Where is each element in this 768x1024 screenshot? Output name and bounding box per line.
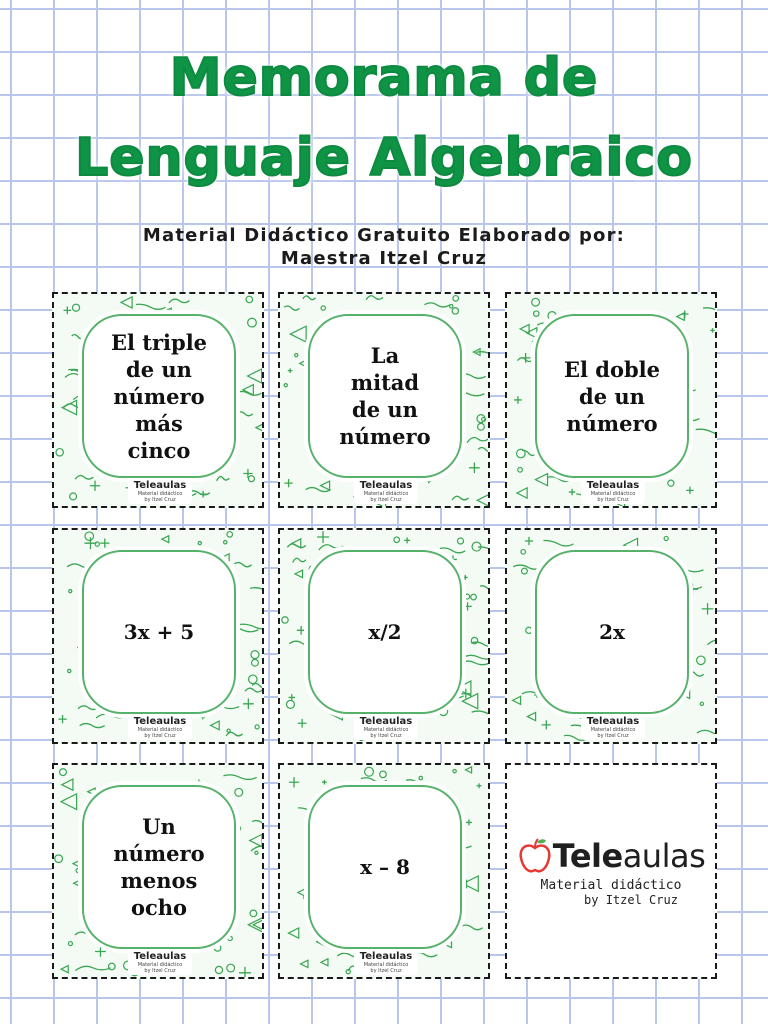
pattern-doodle — [466, 819, 472, 825]
card-logo-brand: Teleaulas — [586, 480, 640, 491]
pattern-doodle — [463, 575, 468, 580]
card-logo — [581, 480, 645, 504]
pattern-doodle — [419, 776, 422, 779]
pattern-doodle — [321, 306, 325, 310]
pattern-doodle — [108, 963, 115, 970]
teleaulas-logo — [517, 836, 706, 876]
pattern-doodle — [478, 448, 488, 452]
card-logo-tagline: Material didáctico — [137, 491, 183, 497]
pattern-doodle — [56, 449, 63, 456]
pattern-doodle — [668, 480, 674, 486]
pattern-doodle — [248, 318, 257, 327]
pattern-doodle — [298, 719, 307, 728]
pattern-doodle — [380, 771, 387, 778]
pattern-doodle — [289, 694, 295, 700]
card-face — [82, 785, 236, 949]
pattern-doodle — [284, 479, 292, 487]
pattern-doodle — [256, 422, 262, 432]
card-logo — [128, 716, 192, 740]
pattern-doodle — [526, 627, 532, 633]
pattern-doodle — [121, 297, 132, 308]
pattern-doodle — [542, 720, 551, 729]
pattern-doodle — [62, 779, 73, 790]
pattern-doodle — [200, 491, 207, 498]
pattern-doodle — [467, 438, 488, 443]
memory-card-4[interactable] — [52, 528, 264, 744]
pattern-doodle — [239, 967, 251, 977]
card-face — [535, 550, 689, 714]
pattern-doodle — [162, 536, 169, 543]
pattern-doodle — [440, 548, 465, 553]
pattern-doodle — [61, 794, 77, 810]
pattern-doodle — [293, 558, 306, 562]
pattern-doodle — [70, 493, 77, 500]
pattern-doodle — [248, 917, 262, 933]
pattern-doodle — [169, 299, 190, 303]
pattern-doodle — [702, 603, 714, 615]
card-logo-byline: by Itzel Cruz — [370, 968, 402, 974]
pattern-doodle — [697, 656, 706, 665]
pattern-doodle — [88, 788, 95, 795]
pattern-doodle — [472, 711, 488, 715]
pattern-doodle — [55, 855, 63, 863]
pattern-doodle — [251, 846, 262, 851]
pattern-doodle — [136, 304, 165, 309]
pattern-doodle — [463, 602, 471, 610]
pattern-doodle — [477, 783, 482, 788]
card-logo-brand: Teleaulas — [133, 716, 187, 727]
pattern-doodle — [64, 307, 72, 315]
card-logo-brand: Teleaulas — [359, 951, 413, 962]
pattern-doodle — [72, 304, 79, 311]
pattern-doodle — [521, 550, 526, 555]
pattern-doodle — [217, 477, 230, 481]
pattern-doodle — [466, 767, 472, 773]
card-logo-tagline: Material didáctico — [363, 727, 409, 733]
pattern-doodle — [707, 640, 715, 645]
pattern-doodle — [406, 780, 429, 785]
card-logo-byline: by Itzel Cruz — [597, 497, 629, 503]
pattern-doodle — [361, 778, 387, 783]
pattern-doodle — [303, 296, 316, 300]
pattern-doodle — [75, 476, 93, 480]
pattern-doodle — [78, 706, 98, 710]
card-logo-brand: Teleaulas — [586, 716, 640, 727]
pattern-doodle — [289, 777, 299, 787]
card-logo-byline: by Itzel Cruz — [144, 733, 176, 739]
pattern-doodle — [253, 917, 262, 933]
pattern-doodle — [480, 586, 488, 591]
pattern-doodle — [453, 296, 459, 302]
pattern-doodle — [255, 851, 258, 854]
card-face — [308, 314, 462, 478]
pattern-doodle — [197, 780, 201, 784]
pattern-doodle — [513, 565, 542, 569]
pattern-doodle — [237, 412, 253, 416]
pattern-doodle — [465, 594, 470, 599]
pattern-doodle — [249, 675, 257, 683]
pattern-doodle — [251, 651, 259, 659]
pattern-doodle — [522, 568, 528, 574]
card-text: La mitad de un número — [339, 343, 431, 449]
pattern-doodle — [290, 326, 306, 342]
pattern-doodle — [198, 541, 201, 544]
memory-card-8[interactable] — [278, 763, 490, 979]
pattern-doodle — [710, 328, 714, 332]
pattern-doodle — [471, 594, 477, 600]
card-face — [308, 550, 462, 714]
pattern-doodle — [76, 869, 80, 873]
card-expression: x/2 — [368, 620, 402, 644]
card-logo-brand: Teleaulas — [133, 480, 187, 491]
card-logo-tagline: Material didáctico — [590, 491, 636, 497]
card-logo-tagline: Material didáctico — [363, 491, 409, 497]
pattern-doodle — [453, 769, 456, 772]
pattern-doodle — [688, 671, 704, 676]
pattern-doodle — [85, 532, 94, 541]
pattern-doodle — [518, 468, 523, 473]
pattern-doodle — [74, 880, 80, 886]
pattern-doodle — [96, 714, 127, 718]
pattern-doodle — [700, 702, 703, 705]
card-logo-tagline: Material didáctico — [363, 962, 409, 968]
card-text: El triple de un número más cinco — [110, 329, 208, 463]
pattern-doodle — [319, 545, 344, 550]
logo-byline: by Itzel Cruz — [584, 892, 678, 907]
pattern-doodle — [569, 489, 575, 495]
pattern-doodle — [250, 834, 262, 846]
pattern-doodle — [245, 688, 262, 692]
pattern-doodle — [248, 369, 262, 383]
pattern-doodle — [365, 767, 374, 776]
pattern-doodle — [100, 538, 109, 547]
pattern-doodle — [72, 335, 85, 339]
apple-icon — [517, 836, 553, 876]
pattern-doodle — [458, 538, 464, 544]
pattern-doodle — [284, 384, 287, 387]
pattern-doodle — [95, 946, 106, 957]
card-face — [535, 314, 689, 478]
pattern-doodle — [513, 696, 521, 704]
pattern-doodle — [525, 537, 533, 545]
pattern-doodle — [317, 531, 329, 543]
pattern-doodle — [427, 479, 431, 483]
title-line-2: Lenguaje Algebraico — [75, 128, 693, 188]
pattern-doodle — [394, 537, 400, 543]
pattern-doodle — [543, 540, 573, 545]
card-logo — [354, 480, 418, 504]
pattern-doodle — [477, 492, 488, 506]
pattern-doodle — [477, 415, 485, 423]
pattern-doodle — [686, 487, 693, 494]
pattern-doodle — [252, 659, 259, 666]
pattern-doodle — [301, 960, 308, 967]
pattern-doodle — [532, 298, 540, 306]
card-logo-tagline: Material didáctico — [137, 727, 183, 733]
logo-card[interactable] — [505, 763, 717, 979]
pattern-doodle — [535, 474, 547, 486]
card-logo-tagline: Material didáctico — [137, 962, 183, 968]
pattern-doodle — [75, 966, 110, 970]
card-logo-tagline: Material didáctico — [590, 727, 636, 733]
pattern-doodle — [681, 310, 688, 317]
pattern-doodle — [227, 964, 235, 972]
pattern-doodle — [366, 296, 383, 300]
pattern-doodle — [289, 928, 299, 938]
pattern-doodle — [61, 966, 68, 973]
memory-card-2[interactable] — [278, 292, 490, 508]
pattern-doodle — [697, 730, 715, 734]
pattern-doodle — [469, 462, 480, 473]
card-face — [82, 314, 236, 478]
card-logo-brand: Teleaulas — [133, 951, 187, 962]
card-face — [308, 785, 462, 949]
logo-brand: Teleaulas — [552, 836, 706, 875]
pattern-doodle — [227, 729, 230, 732]
pattern-doodle — [238, 624, 262, 629]
pattern-doodle — [201, 715, 205, 719]
pattern-doodle — [288, 368, 293, 373]
pattern-doodle — [664, 536, 668, 540]
card-expression: 2x — [599, 620, 625, 644]
pattern-doodle — [295, 354, 298, 357]
pattern-doodle — [321, 481, 330, 490]
card-logo — [354, 716, 418, 740]
pattern-doodle — [462, 925, 482, 930]
pattern-doodle — [224, 541, 227, 544]
pattern-doodle — [534, 311, 539, 316]
pattern-doodle — [68, 942, 72, 946]
card-logo — [354, 951, 418, 975]
pattern-doodle — [404, 537, 410, 543]
card-expression: x – 8 — [360, 855, 410, 879]
pattern-doodle — [255, 725, 259, 729]
title-line-1: Memorama de — [169, 48, 599, 108]
pattern-doodle — [298, 889, 305, 896]
memory-card-1[interactable] — [52, 292, 264, 508]
pattern-doodle — [58, 715, 66, 723]
pattern-doodle — [527, 712, 535, 720]
pattern-doodle — [227, 532, 233, 538]
pattern-doodle — [223, 775, 256, 780]
card-face — [82, 550, 236, 714]
pattern-doodle — [295, 570, 303, 578]
pattern-doodle — [459, 661, 488, 665]
pattern-doodle — [514, 396, 522, 404]
pattern-doodle — [252, 821, 262, 825]
pattern-doodle — [297, 626, 306, 635]
logo-tagline: Material didáctico — [540, 877, 682, 893]
pattern-doodle — [250, 910, 257, 917]
card-logo-brand: Teleaulas — [359, 480, 413, 491]
memory-card-6[interactable] — [505, 528, 717, 744]
pattern-doodle — [322, 780, 327, 785]
card-text: El doble de un número — [563, 356, 660, 436]
card-logo-byline: by Itzel Cruz — [370, 497, 402, 503]
card-text: Un número menos ocho — [113, 814, 205, 920]
card-logo-byline: by Itzel Cruz — [144, 968, 176, 974]
pattern-doodle — [248, 476, 254, 482]
pattern-doodle — [214, 945, 221, 952]
pattern-doodle — [284, 306, 299, 310]
pattern-doodle — [703, 308, 715, 313]
memory-card-5[interactable] — [278, 528, 490, 744]
pattern-doodle — [243, 698, 254, 709]
pattern-doodle — [60, 769, 67, 776]
pattern-doodle — [696, 429, 715, 434]
pattern-doodle — [246, 296, 253, 303]
pattern-doodle — [69, 590, 72, 593]
pattern-doodle — [234, 563, 251, 567]
pattern-doodle — [90, 481, 100, 491]
pattern-doodle — [282, 617, 288, 623]
pattern-doodle — [243, 469, 252, 478]
pattern-doodle — [517, 488, 527, 498]
pattern-doodle — [235, 788, 243, 796]
subtitle-line-2: Maestra Itzel Cruz — [280, 248, 488, 269]
pattern-doodle — [452, 308, 458, 314]
pattern-doodle — [446, 942, 452, 948]
card-logo-byline: by Itzel Cruz — [597, 733, 629, 739]
card-logo — [128, 951, 192, 975]
memory-card-3[interactable] — [505, 292, 717, 508]
pattern-doodle — [478, 423, 485, 430]
pattern-doodle — [252, 684, 262, 688]
card-logo-brand: Teleaulas — [359, 716, 413, 727]
pattern-doodle — [452, 496, 468, 500]
pattern-doodle — [471, 642, 488, 646]
card-logo — [581, 716, 645, 740]
pattern-doodle — [450, 305, 453, 308]
pattern-doodle — [250, 588, 262, 593]
pattern-doodle — [228, 936, 233, 941]
memory-card-7[interactable] — [52, 763, 264, 979]
pattern-doodle — [286, 700, 294, 708]
card-expression: 3x + 5 — [123, 620, 195, 644]
card-logo — [128, 480, 192, 504]
pattern-doodle — [459, 374, 486, 378]
subtitle-line-1: Material Didáctico Gratuito Elaborado por: — [142, 225, 626, 246]
pattern-doodle — [211, 721, 220, 730]
pattern-doodle — [461, 655, 488, 659]
pattern-doodle — [321, 959, 328, 966]
pattern-doodle — [215, 966, 222, 973]
card-logo-byline: by Itzel Cruz — [144, 497, 176, 503]
card-logo-byline: by Itzel Cruz — [370, 733, 402, 739]
pattern-doodle — [425, 303, 450, 307]
pattern-doodle — [80, 724, 105, 728]
pattern-doodle — [68, 669, 71, 672]
pattern-doodle — [463, 876, 478, 891]
